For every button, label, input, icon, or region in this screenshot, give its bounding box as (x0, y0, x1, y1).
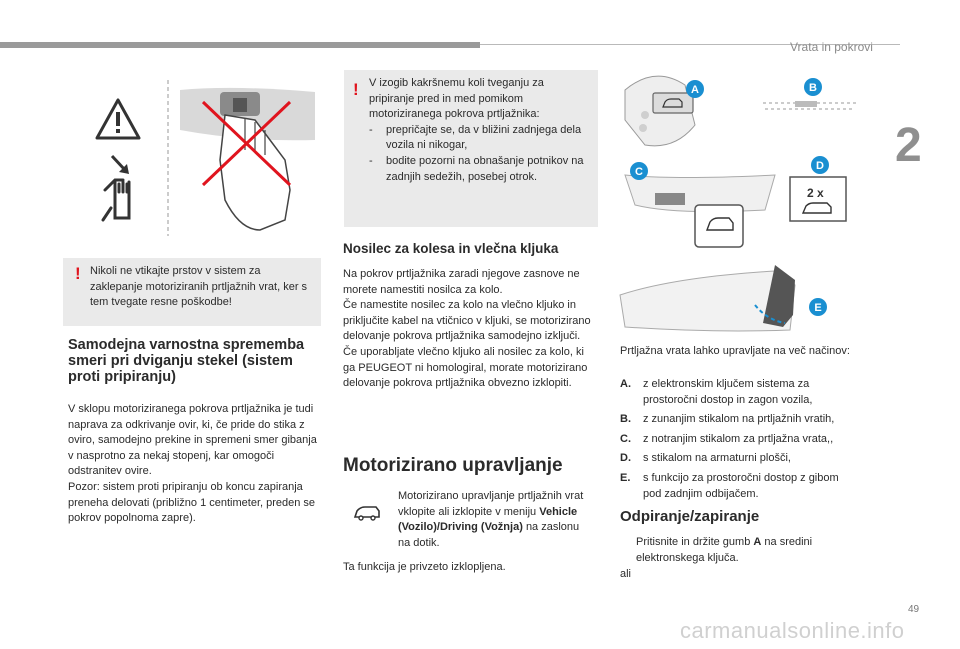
methods-list (620, 377, 860, 502)
bike-carrier-paragraph-1: Na pokrov prtljažnika zaradi njegove zasnove ne morete namestiti nosilca za kolo. (343, 268, 580, 296)
danger-warning-intro: V izogib kakršnemu koli tveganju za pripiranje pred in med pomikom motoriziranega pokrova prtljažnika: (369, 77, 544, 121)
list-item: C. z notranjim stikalom za prtljažna vrata,, (620, 432, 834, 445)
danger-warning-content (369, 76, 591, 185)
motorized-note-text: Motorizirano upravljanje prtljažnih vrat vklopite ali izklopite v meniju (398, 490, 584, 518)
chapter-number: 2 (895, 119, 922, 172)
list-item: D. s stikalom na armaturni plošči, (620, 452, 791, 465)
warning-triangle-icon (97, 100, 139, 138)
bike-carrier-paragraph-3: Če uporabljate vlečno kljuko ali nosilec za kolo, ki ga PEUGEOT ni homologiral, morate motorizirano delovanje pokrova prtljažnika obvezno izklopiti. (343, 345, 588, 390)
motorized-footer: Ta funkcija je privzeto izklopljena. (343, 561, 506, 573)
bumper-kick-illustration (620, 265, 795, 331)
tailgate-icon (352, 504, 382, 522)
svg-text:C: C (635, 166, 643, 178)
anti-pinch-paragraph-2: Pozor: sistem proti pripiranju ob koncu zapiranja preneha delovati (približno 1 centimeter, preden se pokrov popolnoma zapre). (68, 480, 316, 525)
list-item: - prepričajte se, da v bližini zadnjega dela vozila ni nikogar, (369, 123, 582, 152)
motorized-note-menu: Vehicle (Vozilo)/Driving (Vožnja) (398, 505, 578, 534)
bike-carrier-paragraph-2: Če namestite nosilec za kolo na vlečno kljuko in priključite kabel na vtičnico v kljuki, se motorizirano delovanje pokrova prtljažnika samodejno izključi. (343, 299, 591, 343)
header-bar (0, 42, 480, 48)
page-number: 49 (908, 604, 920, 615)
methods-intro: Prtljažna vrata lahko upravljate na več načinov: (620, 345, 850, 357)
bike-carrier-title: Nosilec za kolesa in vlečna kljuka (343, 241, 559, 256)
finger-warning-text: Nikoli ne vtikajte prstov v sistem za zaklepanje motoriziranih prtljažnih vrat, ker s tem tvegate resne poškodbe! (90, 265, 308, 309)
tailgate-lock-illustration (180, 88, 315, 230)
callout-d (811, 156, 829, 174)
list-item: E. s funkcijo za prostoročni dostop z gibom pod zadnjim odbijačem. (620, 471, 839, 500)
interior-switch-illustration (625, 175, 775, 247)
motorized-note (398, 489, 588, 551)
section-title: Vrata in pokrovi (790, 40, 873, 54)
arrow-down-icon (112, 156, 129, 174)
tailgate-controls-illustration (615, 65, 865, 340)
warning-exclamation-icon: ! (353, 80, 359, 99)
list-item: - bodite pozorni na obnašanje potnikov na zadnjih sedežih, posebej otrok. (369, 154, 584, 183)
open-close-title: Odpiranje/zapiranje (620, 508, 760, 525)
callout-c (630, 162, 648, 180)
open-close-step (620, 535, 860, 566)
bike-carrier-body (343, 267, 599, 392)
anti-pinch-paragraph-1: V sklopu motoriziranega pokrova prtljažnika je tudi naprava za odkrivanje ovir, ki, če pride do stika z oviro, samodejno prekine in spremeni smer gibanja v nasprotno za nekaj stopenj, kar omogoči odstranitev ovire. (68, 403, 317, 478)
open-close-or: ali (620, 568, 632, 580)
list-item: A. z elektronskim ključem sistema za prostoročni dostop in zagon vozila, (620, 378, 813, 406)
dashboard-switch-illustration (790, 177, 846, 221)
watermark: carmanualsonline.info (680, 618, 905, 643)
svg-text:E: E (814, 302, 822, 314)
callout-a (686, 80, 704, 98)
svg-text:B: B (809, 82, 817, 94)
callout-e (809, 298, 827, 316)
step-text: Pritisnite in držite gumb A na sredini elektronskega ključa. (636, 536, 813, 564)
motorized-title: Motorizirano upravljanje (343, 455, 563, 476)
svg-text:2 x: 2 x (807, 186, 824, 200)
danger-warning-list (369, 123, 591, 185)
svg-text:A: A (691, 84, 699, 96)
anti-pinch-title: Samodejna varnostna sprememba smeri pri dviganju stekel (sistem proti pripiranju) (68, 337, 305, 385)
hand-icon (103, 180, 129, 220)
callout-b (804, 78, 822, 96)
svg-text:D: D (816, 160, 824, 172)
anti-pinch-body (68, 402, 320, 527)
list-item: B. z zunanjim stikalom na prtljažnih vratih, (620, 413, 835, 426)
motorized-note-end: na zaslonu na dotik. (398, 521, 580, 549)
exterior-switch-illustration (763, 101, 857, 109)
warning-exclamation-icon: ! (75, 264, 81, 283)
key-fob-illustration (625, 76, 695, 146)
finger-warning-illustration (85, 80, 325, 240)
